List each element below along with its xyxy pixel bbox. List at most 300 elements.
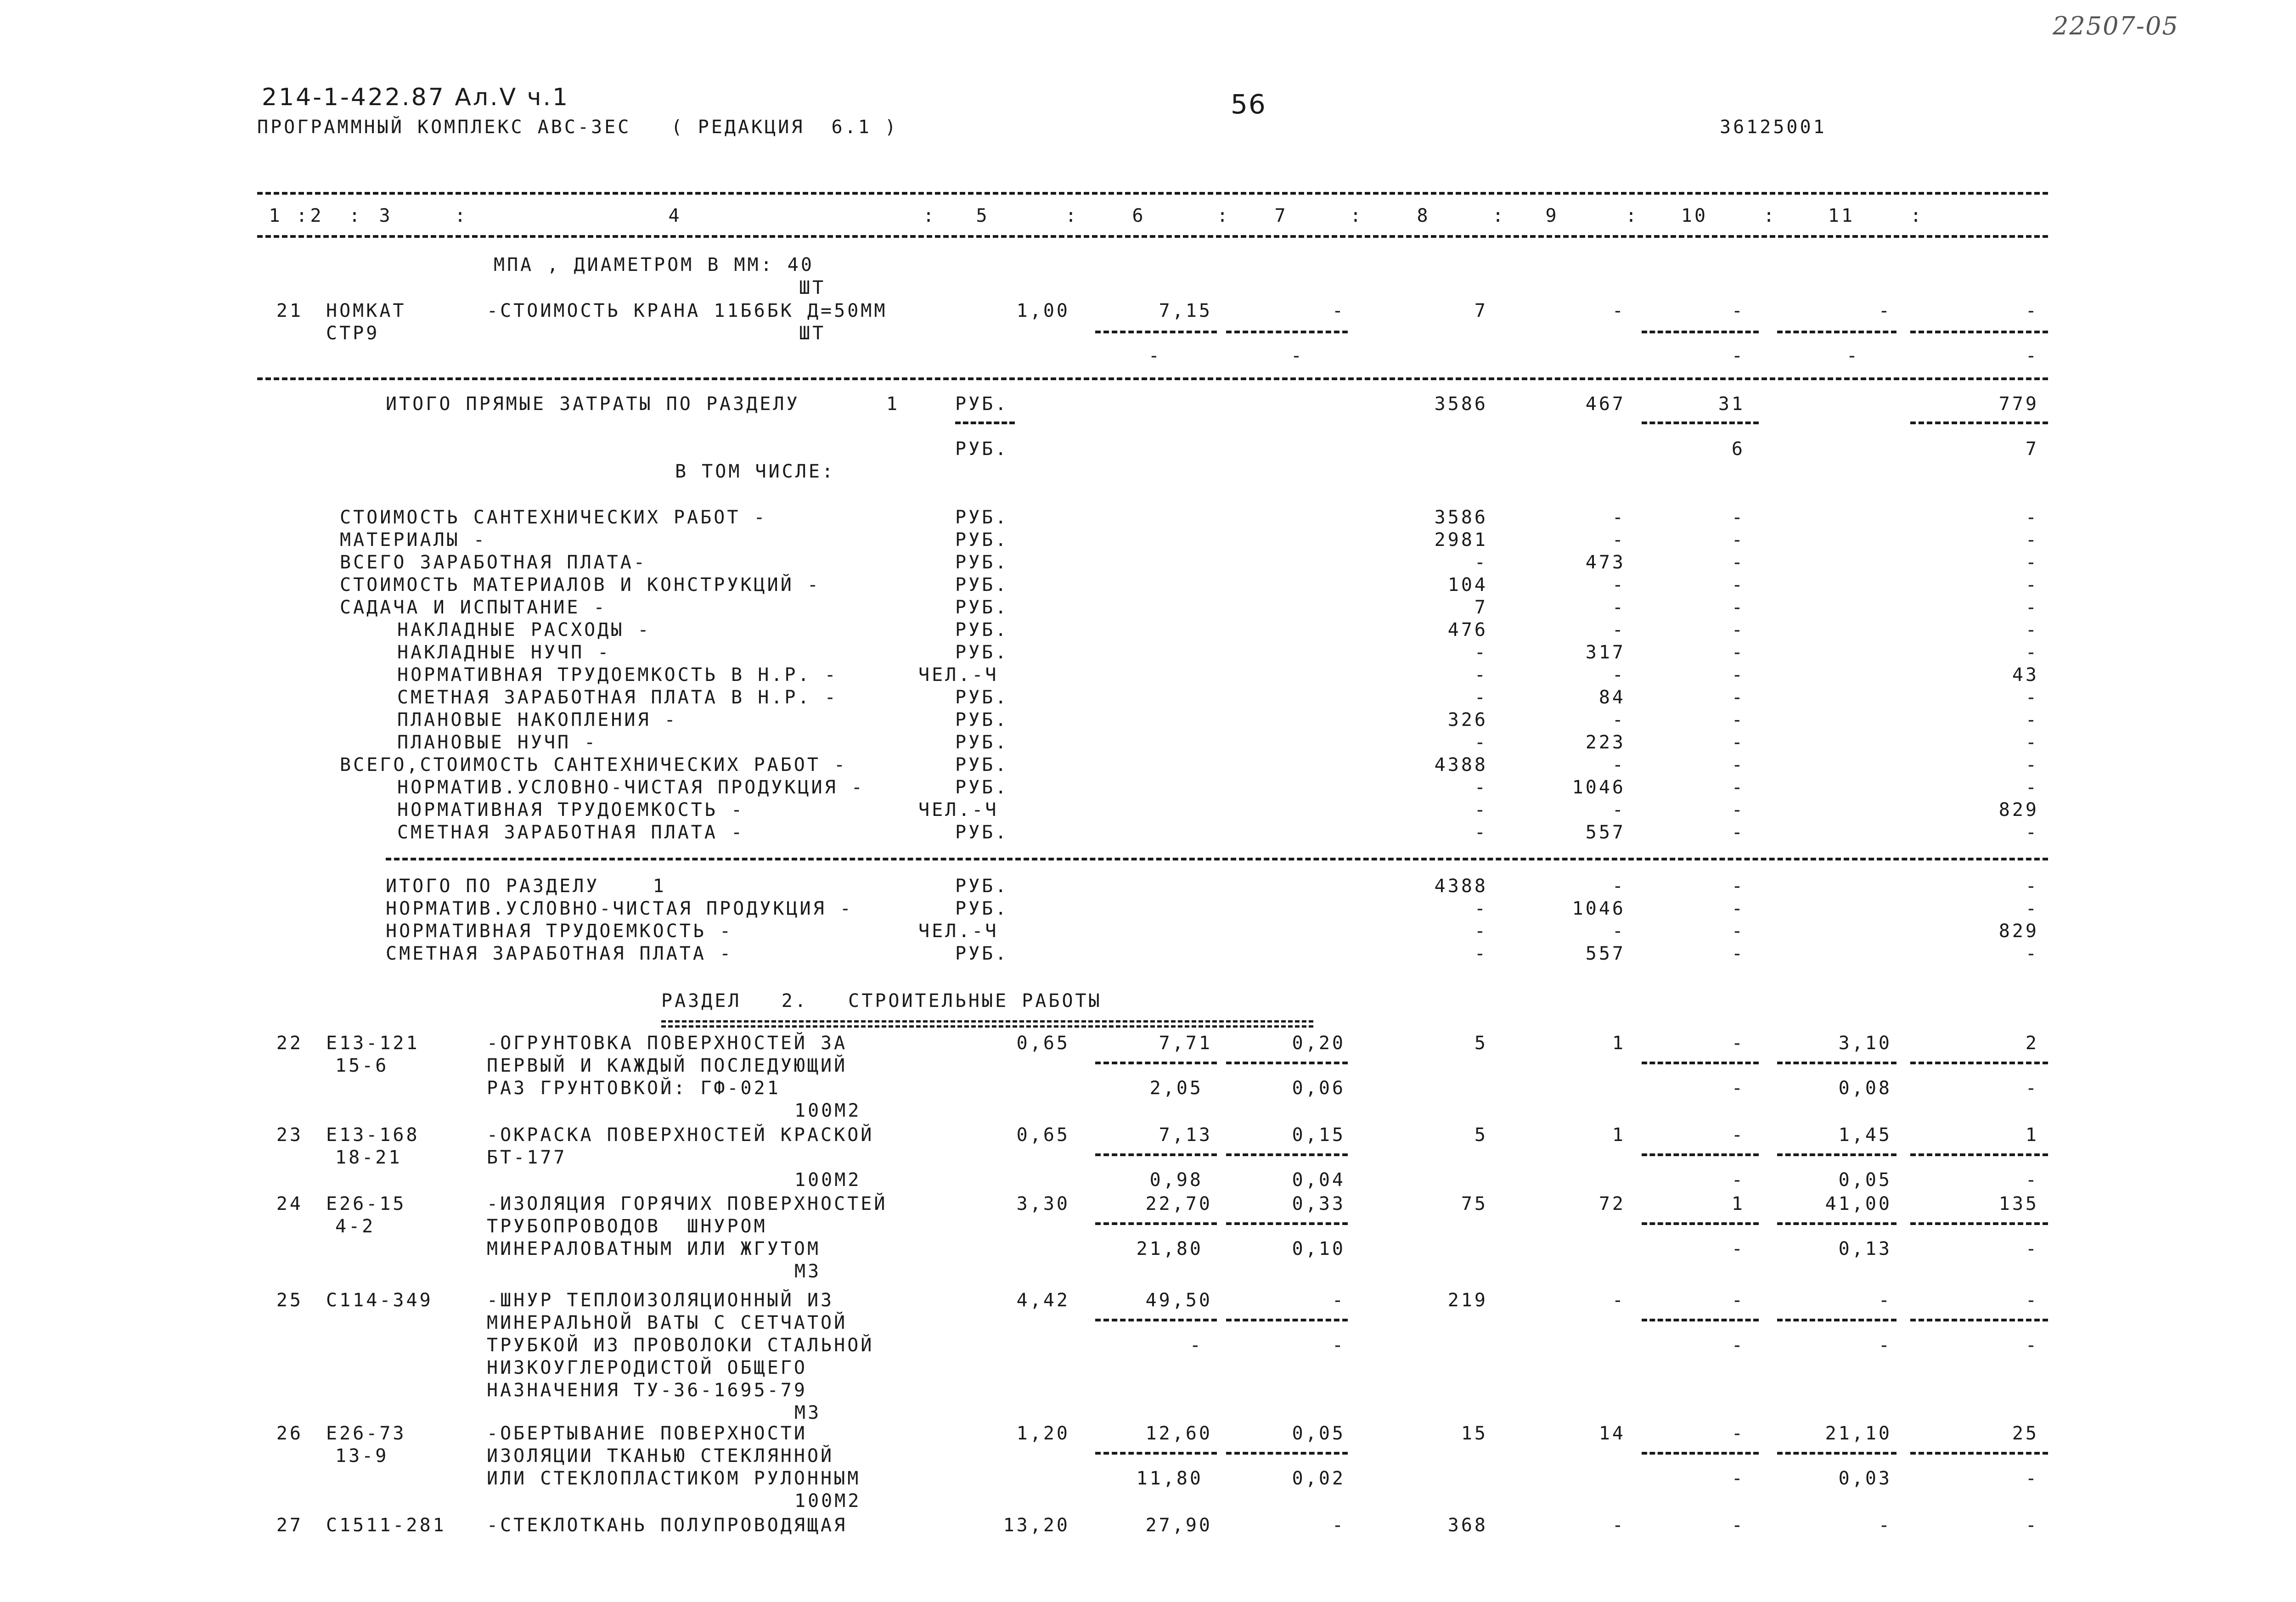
column-header-8: 8 bbox=[1417, 205, 1430, 226]
column-separator: : bbox=[1763, 205, 1777, 226]
section-total-c9: - bbox=[1731, 943, 1745, 964]
qty-cell: 3,30 bbox=[1016, 1193, 1070, 1214]
cell-c5: 27,90 bbox=[1145, 1515, 1212, 1536]
summary-c9: - bbox=[1731, 754, 1745, 776]
column-header-11: 11 bbox=[1828, 205, 1855, 226]
section-total-c11: - bbox=[2025, 898, 2039, 919]
cell-c11: 135 bbox=[1998, 1193, 2039, 1214]
section-total-label: СМЕТНАЯ ЗАРАБОТНАЯ ПЛАТА - bbox=[386, 943, 733, 964]
cell-subrule bbox=[1226, 331, 1348, 333]
summary-c9: - bbox=[1731, 529, 1745, 551]
summary-label: СТОИМОСТЬ САНТЕХНИЧЕСКИХ РАБОТ - bbox=[340, 507, 767, 528]
cell-subrule bbox=[1226, 1452, 1348, 1455]
summary-unit: ЧЕЛ.-Ч bbox=[918, 664, 999, 686]
item-code: Е13-168 bbox=[326, 1124, 420, 1146]
cell-c6: 0,15 bbox=[1292, 1124, 1345, 1146]
summary-label: НОРМАТИВНАЯ ТРУДОЕМКОСТЬ - bbox=[397, 799, 745, 821]
page-number: 56 bbox=[1231, 89, 1266, 120]
cell-subrule bbox=[1777, 1062, 1896, 1064]
summary-c11: - bbox=[2025, 777, 2039, 798]
cell-c11: - bbox=[2025, 1290, 2039, 1311]
column-separator: : bbox=[455, 205, 468, 226]
section-total-c7: 4388 bbox=[1434, 876, 1488, 897]
summary-unit: РУБ. bbox=[955, 552, 1009, 573]
summary-c7: 3586 bbox=[1434, 507, 1488, 528]
cell-c5: 12,60 bbox=[1145, 1423, 1212, 1444]
cell-c8: - bbox=[1612, 1515, 1626, 1536]
cell-c6-sub: 0,06 bbox=[1292, 1078, 1345, 1099]
item-unit: М3 bbox=[794, 1261, 822, 1282]
header-rule-top bbox=[257, 192, 2048, 195]
summary-c11: - bbox=[2025, 619, 2039, 641]
cell-c11-sub: - bbox=[2025, 1169, 2039, 1191]
column-header-5: 5 bbox=[976, 205, 990, 226]
cell-c7: 5 bbox=[1474, 1033, 1488, 1054]
summary-c11: - bbox=[2025, 732, 2039, 753]
summary-c8: 557 bbox=[1585, 822, 1626, 843]
item-code: С114-349 bbox=[326, 1290, 433, 1311]
cell-c10: 41,00 bbox=[1825, 1193, 1892, 1214]
section-total-c7: - bbox=[1474, 898, 1488, 919]
item-code-2: 13-9 bbox=[335, 1445, 389, 1467]
cell-c9-sub: - bbox=[1731, 1335, 1745, 1356]
column-header-10: 10 bbox=[1681, 205, 1708, 226]
column-header-6: 6 bbox=[1132, 205, 1146, 226]
summary-c9: - bbox=[1731, 507, 1745, 528]
cell-c5: 7,71 bbox=[1159, 1033, 1212, 1054]
summary-c9: - bbox=[1731, 709, 1745, 731]
cell-c9: 1 bbox=[1731, 1193, 1745, 1214]
item-description-line: БТ-177 bbox=[487, 1147, 567, 1168]
item-code: Е26-15 bbox=[326, 1193, 406, 1214]
cell-c8: - bbox=[1612, 300, 1626, 321]
item-code: НОМКАТ bbox=[326, 300, 406, 321]
section-total-label: НОРМАТИВНАЯ ТРУДОЕМКОСТЬ - bbox=[386, 921, 733, 942]
column-separator: : bbox=[1065, 205, 1079, 226]
summary-unit: РУБ. bbox=[955, 822, 1009, 843]
summary-c8: 1046 bbox=[1572, 777, 1626, 798]
cell-subrule bbox=[1777, 331, 1896, 333]
row-number: 26 bbox=[276, 1423, 303, 1444]
item-description-line: МИНЕРАЛОВАТНЫМ ИЛИ ЖГУТОМ bbox=[487, 1238, 821, 1259]
cell-c5: 7,15 bbox=[1159, 300, 1212, 321]
section-total-unit: РУБ. bbox=[955, 898, 1009, 919]
cell-c7: 7 bbox=[1474, 300, 1488, 321]
cell-subrule bbox=[1642, 331, 1759, 333]
column-header-9: 9 bbox=[1545, 205, 1559, 226]
cell-c10: - bbox=[1878, 1515, 1892, 1536]
summary-c8: 84 bbox=[1598, 687, 1626, 708]
header-rule-bottom bbox=[257, 235, 2048, 238]
item-description-line: -ОКРАСКА ПОВЕРХНОСТЕЙ КРАСКОЙ bbox=[487, 1124, 874, 1146]
item-code-2: 18-21 bbox=[335, 1147, 402, 1168]
qty-cell: 1,00 bbox=[1016, 300, 1070, 321]
cell-subrule bbox=[1226, 1153, 1348, 1156]
corner-handwritten-code: 22507-05 bbox=[2053, 11, 2179, 40]
cell-c10-sub: 0,05 bbox=[1838, 1169, 1892, 1191]
summary-unit: РУБ. bbox=[955, 754, 1009, 776]
total-direct-unit-2: РУБ. bbox=[955, 438, 1009, 460]
section-2-title: РАЗДЕЛ 2. СТРОИТЕЛЬНЫЕ РАБОТЫ bbox=[661, 990, 1102, 1012]
cell-c6: - bbox=[1332, 300, 1345, 321]
summary-c9: - bbox=[1731, 552, 1745, 573]
column-header-1: 1 bbox=[269, 205, 282, 226]
cell-subrule bbox=[1642, 1452, 1759, 1455]
summary-c9: - bbox=[1731, 687, 1745, 708]
item-unit: 100М2 bbox=[794, 1490, 861, 1512]
cell-c5-sub: - bbox=[1189, 1335, 1203, 1356]
summary-c8: - bbox=[1612, 597, 1626, 618]
cell-subrule bbox=[1095, 1222, 1217, 1225]
column-separator: : bbox=[1626, 205, 1639, 226]
section-total-c11: - bbox=[2025, 876, 2039, 897]
summary-unit: РУБ. bbox=[955, 642, 1009, 663]
summary-c11: - bbox=[2025, 507, 2039, 528]
summary-label: СМЕТНАЯ ЗАРАБОТНАЯ ПЛАТА В Н.Р. - bbox=[397, 687, 838, 708]
cell-subrule bbox=[1910, 1452, 2048, 1455]
summary-c7: 4388 bbox=[1434, 754, 1488, 776]
summary-c7: - bbox=[1474, 664, 1488, 686]
section-total-unit: РУБ. bbox=[955, 943, 1009, 964]
cell-subrule bbox=[1910, 1222, 2048, 1225]
summary-label: ПЛАНОВЫЕ НАКОПЛЕНИЯ - bbox=[397, 709, 678, 731]
summary-unit: РУБ. bbox=[955, 777, 1009, 798]
document-number: 36125001 bbox=[1720, 117, 1827, 138]
including-label: В ТОМ ЧИСЛЕ: bbox=[675, 461, 835, 482]
summary-label: ВСЕГО,СТОИМОСТЬ САНТЕХНИЧЕСКИХ РАБОТ - bbox=[340, 754, 848, 776]
cell-c6-sub: - bbox=[1290, 345, 1304, 366]
cell-c10: - bbox=[1878, 300, 1892, 321]
item-description-line: -ОБЕРТЫВАНИЕ ПОВЕРХНОСТИ bbox=[487, 1423, 807, 1444]
section-total-label: НОРМАТИВ.УСЛОВНО-ЧИСТАЯ ПРОДУКЦИЯ - bbox=[386, 898, 853, 919]
item-unit: М3 bbox=[794, 1402, 822, 1423]
qty-cell: 1,20 bbox=[1016, 1423, 1070, 1444]
section-total-c11: 829 bbox=[1998, 921, 2039, 942]
cell-c11: - bbox=[2025, 300, 2039, 321]
item-description: -СТОИМОСТЬ КРАНА 11Б6БК Д=50ММ bbox=[487, 300, 888, 321]
cell-c9: - bbox=[1731, 1290, 1745, 1311]
section-total-c7: - bbox=[1474, 943, 1488, 964]
summary-c7: 326 bbox=[1447, 709, 1488, 731]
section-total-unit: РУБ. bbox=[955, 876, 1009, 897]
cell-subrule bbox=[1642, 1319, 1759, 1321]
column-header-3: 3 bbox=[379, 205, 393, 226]
section-total-label: ИТОГО ПО РАЗДЕЛУ 1 bbox=[386, 876, 666, 897]
cell-c5: 7,13 bbox=[1159, 1124, 1212, 1146]
item-description-line: -ИЗОЛЯЦИЯ ГОРЯЧИХ ПОВЕРХНОСТЕЙ bbox=[487, 1193, 888, 1214]
item-code-2: 4-2 bbox=[335, 1216, 376, 1237]
summary-c9: - bbox=[1731, 777, 1745, 798]
cell-c10: 1,45 bbox=[1838, 1124, 1892, 1146]
column-separator: : bbox=[1350, 205, 1364, 226]
cell-c9: - bbox=[1731, 1033, 1745, 1054]
cell-c10: 3,10 bbox=[1838, 1033, 1892, 1054]
item-unit: 100М2 bbox=[794, 1169, 861, 1191]
summary-c7: 104 bbox=[1447, 574, 1488, 596]
item-description-line: НИЗКОУГЛЕРОДИСТОЙ ОБЩЕГО bbox=[487, 1357, 807, 1378]
column-separator: : bbox=[1910, 205, 1924, 226]
item-unit: ШТ bbox=[799, 323, 826, 344]
cell-c11: - bbox=[2025, 1515, 2039, 1536]
summary-label: СТОИМОСТЬ МАТЕРИАЛОВ И КОНСТРУКЦИЙ - bbox=[340, 574, 821, 596]
section-rule bbox=[386, 858, 2048, 860]
summary-label: ПЛАНОВЫЕ НУЧП - bbox=[397, 732, 598, 753]
item-code-2: 15-6 bbox=[335, 1055, 389, 1076]
cell-subrule bbox=[1910, 1062, 2048, 1064]
summary-c9: - bbox=[1731, 664, 1745, 686]
summary-c7: - bbox=[1474, 687, 1488, 708]
section-total-c9: - bbox=[1731, 921, 1745, 942]
cell-c10: - bbox=[1878, 1290, 1892, 1311]
column-separator: : bbox=[923, 205, 937, 226]
row-number: 22 bbox=[276, 1033, 303, 1054]
cell-c9-sub: - bbox=[1731, 345, 1745, 366]
summary-c9: - bbox=[1731, 574, 1745, 596]
continued-description: МПА , ДИАМЕТРОМ В ММ: 40 bbox=[494, 254, 814, 275]
item-description-line: ТРУБКОЙ ИЗ ПРОВОЛОКИ СТАЛЬНОЙ bbox=[487, 1335, 874, 1356]
summary-c11: 829 bbox=[1998, 799, 2039, 821]
cell-c11: 2 bbox=[2025, 1033, 2039, 1054]
cell-subrule bbox=[1095, 1319, 1217, 1321]
cell-c9-sub: - bbox=[1731, 1238, 1745, 1259]
item-unit: 100М2 bbox=[794, 1100, 861, 1121]
section-2-underline bbox=[661, 1020, 1313, 1028]
continued-unit: ШТ bbox=[799, 277, 826, 298]
section-total-c7: - bbox=[1474, 921, 1488, 942]
cell-c9-sub: - bbox=[1731, 1468, 1745, 1489]
row-number: 27 bbox=[276, 1515, 303, 1536]
summary-c9: - bbox=[1731, 732, 1745, 753]
total-direct-unit: РУБ. bbox=[955, 393, 1009, 415]
summary-c8: - bbox=[1612, 799, 1626, 821]
summary-label: МАТЕРИАЛЫ - bbox=[340, 529, 487, 551]
cell-c8: 1 bbox=[1612, 1033, 1626, 1054]
cell-subrule bbox=[1226, 1319, 1348, 1321]
section-total-c8: - bbox=[1612, 921, 1626, 942]
row-number: 25 bbox=[276, 1290, 303, 1311]
summary-c8: - bbox=[1612, 574, 1626, 596]
cell-subrule bbox=[1910, 1153, 2048, 1156]
cell-c9: - bbox=[1731, 1124, 1745, 1146]
cell-c7: 75 bbox=[1461, 1193, 1488, 1214]
summary-c8: - bbox=[1612, 709, 1626, 731]
cell-c7: 219 bbox=[1447, 1290, 1488, 1311]
cell-c11-sub: - bbox=[2025, 345, 2039, 366]
item-description-line: РАЗ ГРУНТОВКОЙ: ГФ-021 bbox=[487, 1078, 781, 1099]
summary-c7: 476 bbox=[1447, 619, 1488, 641]
summary-c11: - bbox=[2025, 687, 2039, 708]
unit-subrule bbox=[955, 422, 1015, 424]
cell-c9: - bbox=[1731, 300, 1745, 321]
cell-subrule bbox=[1095, 331, 1217, 333]
summary-c8: - bbox=[1612, 619, 1626, 641]
summary-c7: - bbox=[1474, 822, 1488, 843]
column-separator: : bbox=[1217, 205, 1231, 226]
cell-c9-sub: - bbox=[1731, 1169, 1745, 1191]
cell-c7: 15 bbox=[1461, 1423, 1488, 1444]
section-total-c9: - bbox=[1731, 876, 1745, 897]
summary-label: НАКЛАДНЫЕ РАСХОДЫ - bbox=[397, 619, 651, 641]
summary-c9: - bbox=[1731, 619, 1745, 641]
cell-subrule bbox=[1777, 1153, 1896, 1156]
cell-subrule bbox=[1910, 1319, 2048, 1321]
cell-subrule bbox=[1095, 1062, 1217, 1064]
cell-c11-sub: - bbox=[2025, 1238, 2039, 1259]
summary-unit: РУБ. bbox=[955, 574, 1009, 596]
cell-c5-sub: 0,98 bbox=[1149, 1169, 1203, 1191]
summary-c9: - bbox=[1731, 642, 1745, 663]
total-direct-c9: 31 bbox=[1718, 393, 1745, 415]
cell-c6-sub: 0,10 bbox=[1292, 1238, 1345, 1259]
item-description-line: ПЕРВЫЙ И КАЖДЫЙ ПОСЛЕДУЮЩИЙ bbox=[487, 1055, 848, 1076]
total-direct-c7: 3586 bbox=[1434, 393, 1488, 415]
cell-c5-sub: 2,05 bbox=[1149, 1078, 1203, 1099]
column-header-2: 2 bbox=[310, 205, 324, 226]
cell-c10-sub: 0,03 bbox=[1838, 1468, 1892, 1489]
summary-unit: ЧЕЛ.-Ч bbox=[918, 799, 999, 821]
item-description-line: ТРУБОПРОВОДОВ ШНУРОМ bbox=[487, 1216, 767, 1237]
total-direct-section: 1 bbox=[886, 393, 900, 415]
section-rule bbox=[257, 377, 2048, 380]
section-total-c8: 557 bbox=[1585, 943, 1626, 964]
cell-subrule bbox=[1642, 1153, 1759, 1156]
summary-c7: - bbox=[1474, 552, 1488, 573]
total-direct-c11-sub: 7 bbox=[2025, 438, 2039, 460]
cell-c8: 72 bbox=[1598, 1193, 1626, 1214]
summary-c7: - bbox=[1474, 777, 1488, 798]
summary-unit: РУБ. bbox=[955, 687, 1009, 708]
cell-subrule bbox=[1226, 1062, 1348, 1064]
summary-c11: - bbox=[2025, 754, 2039, 776]
summary-label: ВСЕГО ЗАРАБОТНАЯ ПЛАТА- bbox=[340, 552, 647, 573]
column-separator: : bbox=[1492, 205, 1506, 226]
summary-c7: 7 bbox=[1474, 597, 1488, 618]
cell-c10-sub: 0,13 bbox=[1838, 1238, 1892, 1259]
cell-c8: 1 bbox=[1612, 1124, 1626, 1146]
item-code: Е13-121 bbox=[326, 1033, 420, 1054]
cell-c5-sub: 21,80 bbox=[1136, 1238, 1203, 1259]
cell-subrule bbox=[1226, 1222, 1348, 1225]
item-code-2: СТР9 bbox=[326, 323, 380, 344]
summary-c7: 2981 bbox=[1434, 529, 1488, 551]
section-total-c8: - bbox=[1612, 876, 1626, 897]
cell-subrule bbox=[1910, 422, 2048, 424]
item-description-line: ИЗОЛЯЦИИ ТКАНЬЮ СТЕКЛЯННОЙ bbox=[487, 1445, 834, 1467]
cell-c9: - bbox=[1731, 1423, 1745, 1444]
summary-c7: - bbox=[1474, 799, 1488, 821]
cell-c5: 49,50 bbox=[1145, 1290, 1212, 1311]
summary-c9: - bbox=[1731, 822, 1745, 843]
cell-c11-sub: - bbox=[2025, 1335, 2039, 1356]
cell-subrule bbox=[1910, 331, 2048, 333]
section-total-c9: - bbox=[1731, 898, 1745, 919]
summary-c8: 317 bbox=[1585, 642, 1626, 663]
cell-c7: 5 bbox=[1474, 1124, 1488, 1146]
item-description-line: -СТЕКЛОТКАНЬ ПОЛУПРОВОДЯЩАЯ bbox=[487, 1515, 848, 1536]
summary-unit: РУБ. bbox=[955, 709, 1009, 731]
cell-subrule bbox=[1777, 1452, 1896, 1455]
summary-c9: - bbox=[1731, 799, 1745, 821]
item-description-line: ИЛИ СТЕКЛОПЛАСТИКОМ РУЛОННЫМ bbox=[487, 1468, 861, 1489]
cell-c6: 0,05 bbox=[1292, 1423, 1345, 1444]
cell-c7: 368 bbox=[1447, 1515, 1488, 1536]
qty-cell: 0,65 bbox=[1016, 1033, 1070, 1054]
column-header-7: 7 bbox=[1274, 205, 1288, 226]
summary-c11: - bbox=[2025, 709, 2039, 731]
summary-unit: РУБ. bbox=[955, 619, 1009, 641]
summary-c8: - bbox=[1612, 507, 1626, 528]
cell-subrule bbox=[1095, 1452, 1217, 1455]
summary-c11: - bbox=[2025, 574, 2039, 596]
qty-cell: 4,42 bbox=[1016, 1290, 1070, 1311]
summary-unit: РУБ. bbox=[955, 597, 1009, 618]
summary-c8: - bbox=[1612, 664, 1626, 686]
cell-subrule bbox=[1642, 422, 1759, 424]
cell-c6: 0,33 bbox=[1292, 1193, 1345, 1214]
summary-c8: 473 bbox=[1585, 552, 1626, 573]
cell-c10-sub: 0,08 bbox=[1838, 1078, 1892, 1099]
summary-unit: РУБ. bbox=[955, 529, 1009, 551]
summary-label: СМЕТНАЯ ЗАРАБОТНАЯ ПЛАТА - bbox=[397, 822, 745, 843]
total-direct-c11: 779 bbox=[1998, 393, 2039, 415]
cell-c6: - bbox=[1332, 1290, 1345, 1311]
cell-c5: 22,70 bbox=[1145, 1193, 1212, 1214]
program-title: ПРОГРАММНЫЙ КОМПЛЕКС АВС-3ЕС ( РЕДАКЦИЯ 6.1 ) bbox=[257, 117, 898, 138]
summary-c8: - bbox=[1612, 754, 1626, 776]
cell-c8: 14 bbox=[1598, 1423, 1626, 1444]
cell-c5-sub: - bbox=[1148, 345, 1162, 366]
summary-c11: 43 bbox=[2012, 664, 2039, 686]
item-code: Е26-73 bbox=[326, 1423, 406, 1444]
total-direct-c9-sub: 6 bbox=[1731, 438, 1745, 460]
section-total-c8: 1046 bbox=[1572, 898, 1626, 919]
cell-c10: 21,10 bbox=[1825, 1423, 1892, 1444]
summary-c11: - bbox=[2025, 529, 2039, 551]
row-number: 23 bbox=[276, 1124, 303, 1146]
cell-subrule bbox=[1777, 1222, 1896, 1225]
summary-label: НОРМАТИВНАЯ ТРУДОЕМКОСТЬ В Н.Р. - bbox=[397, 664, 838, 686]
section-total-c11: - bbox=[2025, 943, 2039, 964]
item-description-line: -ШНУР ТЕПЛОИЗОЛЯЦИОННЫЙ ИЗ bbox=[487, 1290, 834, 1311]
cell-c11: 1 bbox=[2025, 1124, 2039, 1146]
cell-c5-sub: 11,80 bbox=[1136, 1468, 1203, 1489]
summary-c7: - bbox=[1474, 732, 1488, 753]
cell-c9: - bbox=[1731, 1515, 1745, 1536]
document-code: 214-1-422.87 Ал.V ч.1 bbox=[262, 84, 570, 111]
item-description-line: -ОГРУНТОВКА ПОВЕРХНОСТЕЙ ЗА bbox=[487, 1033, 848, 1054]
summary-c11: - bbox=[2025, 822, 2039, 843]
item-description-line: НАЗНАЧЕНИЯ ТУ-36-1695-79 bbox=[487, 1380, 807, 1401]
column-separator: : bbox=[349, 205, 363, 226]
cell-c6-sub: 0,02 bbox=[1292, 1468, 1345, 1489]
summary-c11: - bbox=[2025, 597, 2039, 618]
summary-unit: РУБ. bbox=[955, 732, 1009, 753]
cell-subrule bbox=[1095, 1153, 1217, 1156]
summary-c8: - bbox=[1612, 529, 1626, 551]
column-separator: : bbox=[296, 205, 310, 226]
cell-subrule bbox=[1642, 1222, 1759, 1225]
summary-label: НОРМАТИВ.УСЛОВНО-ЧИСТАЯ ПРОДУКЦИЯ - bbox=[397, 777, 865, 798]
section-total-unit: ЧЕЛ.-Ч bbox=[918, 921, 999, 942]
summary-c9: - bbox=[1731, 597, 1745, 618]
summary-c8: 223 bbox=[1585, 732, 1626, 753]
cell-c11-sub: - bbox=[2025, 1078, 2039, 1099]
cell-subrule bbox=[1642, 1062, 1759, 1064]
item-description-line: МИНЕРАЛЬНОЙ ВАТЫ С СЕТЧАТОЙ bbox=[487, 1312, 848, 1333]
qty-cell: 0,65 bbox=[1016, 1124, 1070, 1146]
summary-c11: - bbox=[2025, 642, 2039, 663]
summary-c11: - bbox=[2025, 552, 2039, 573]
